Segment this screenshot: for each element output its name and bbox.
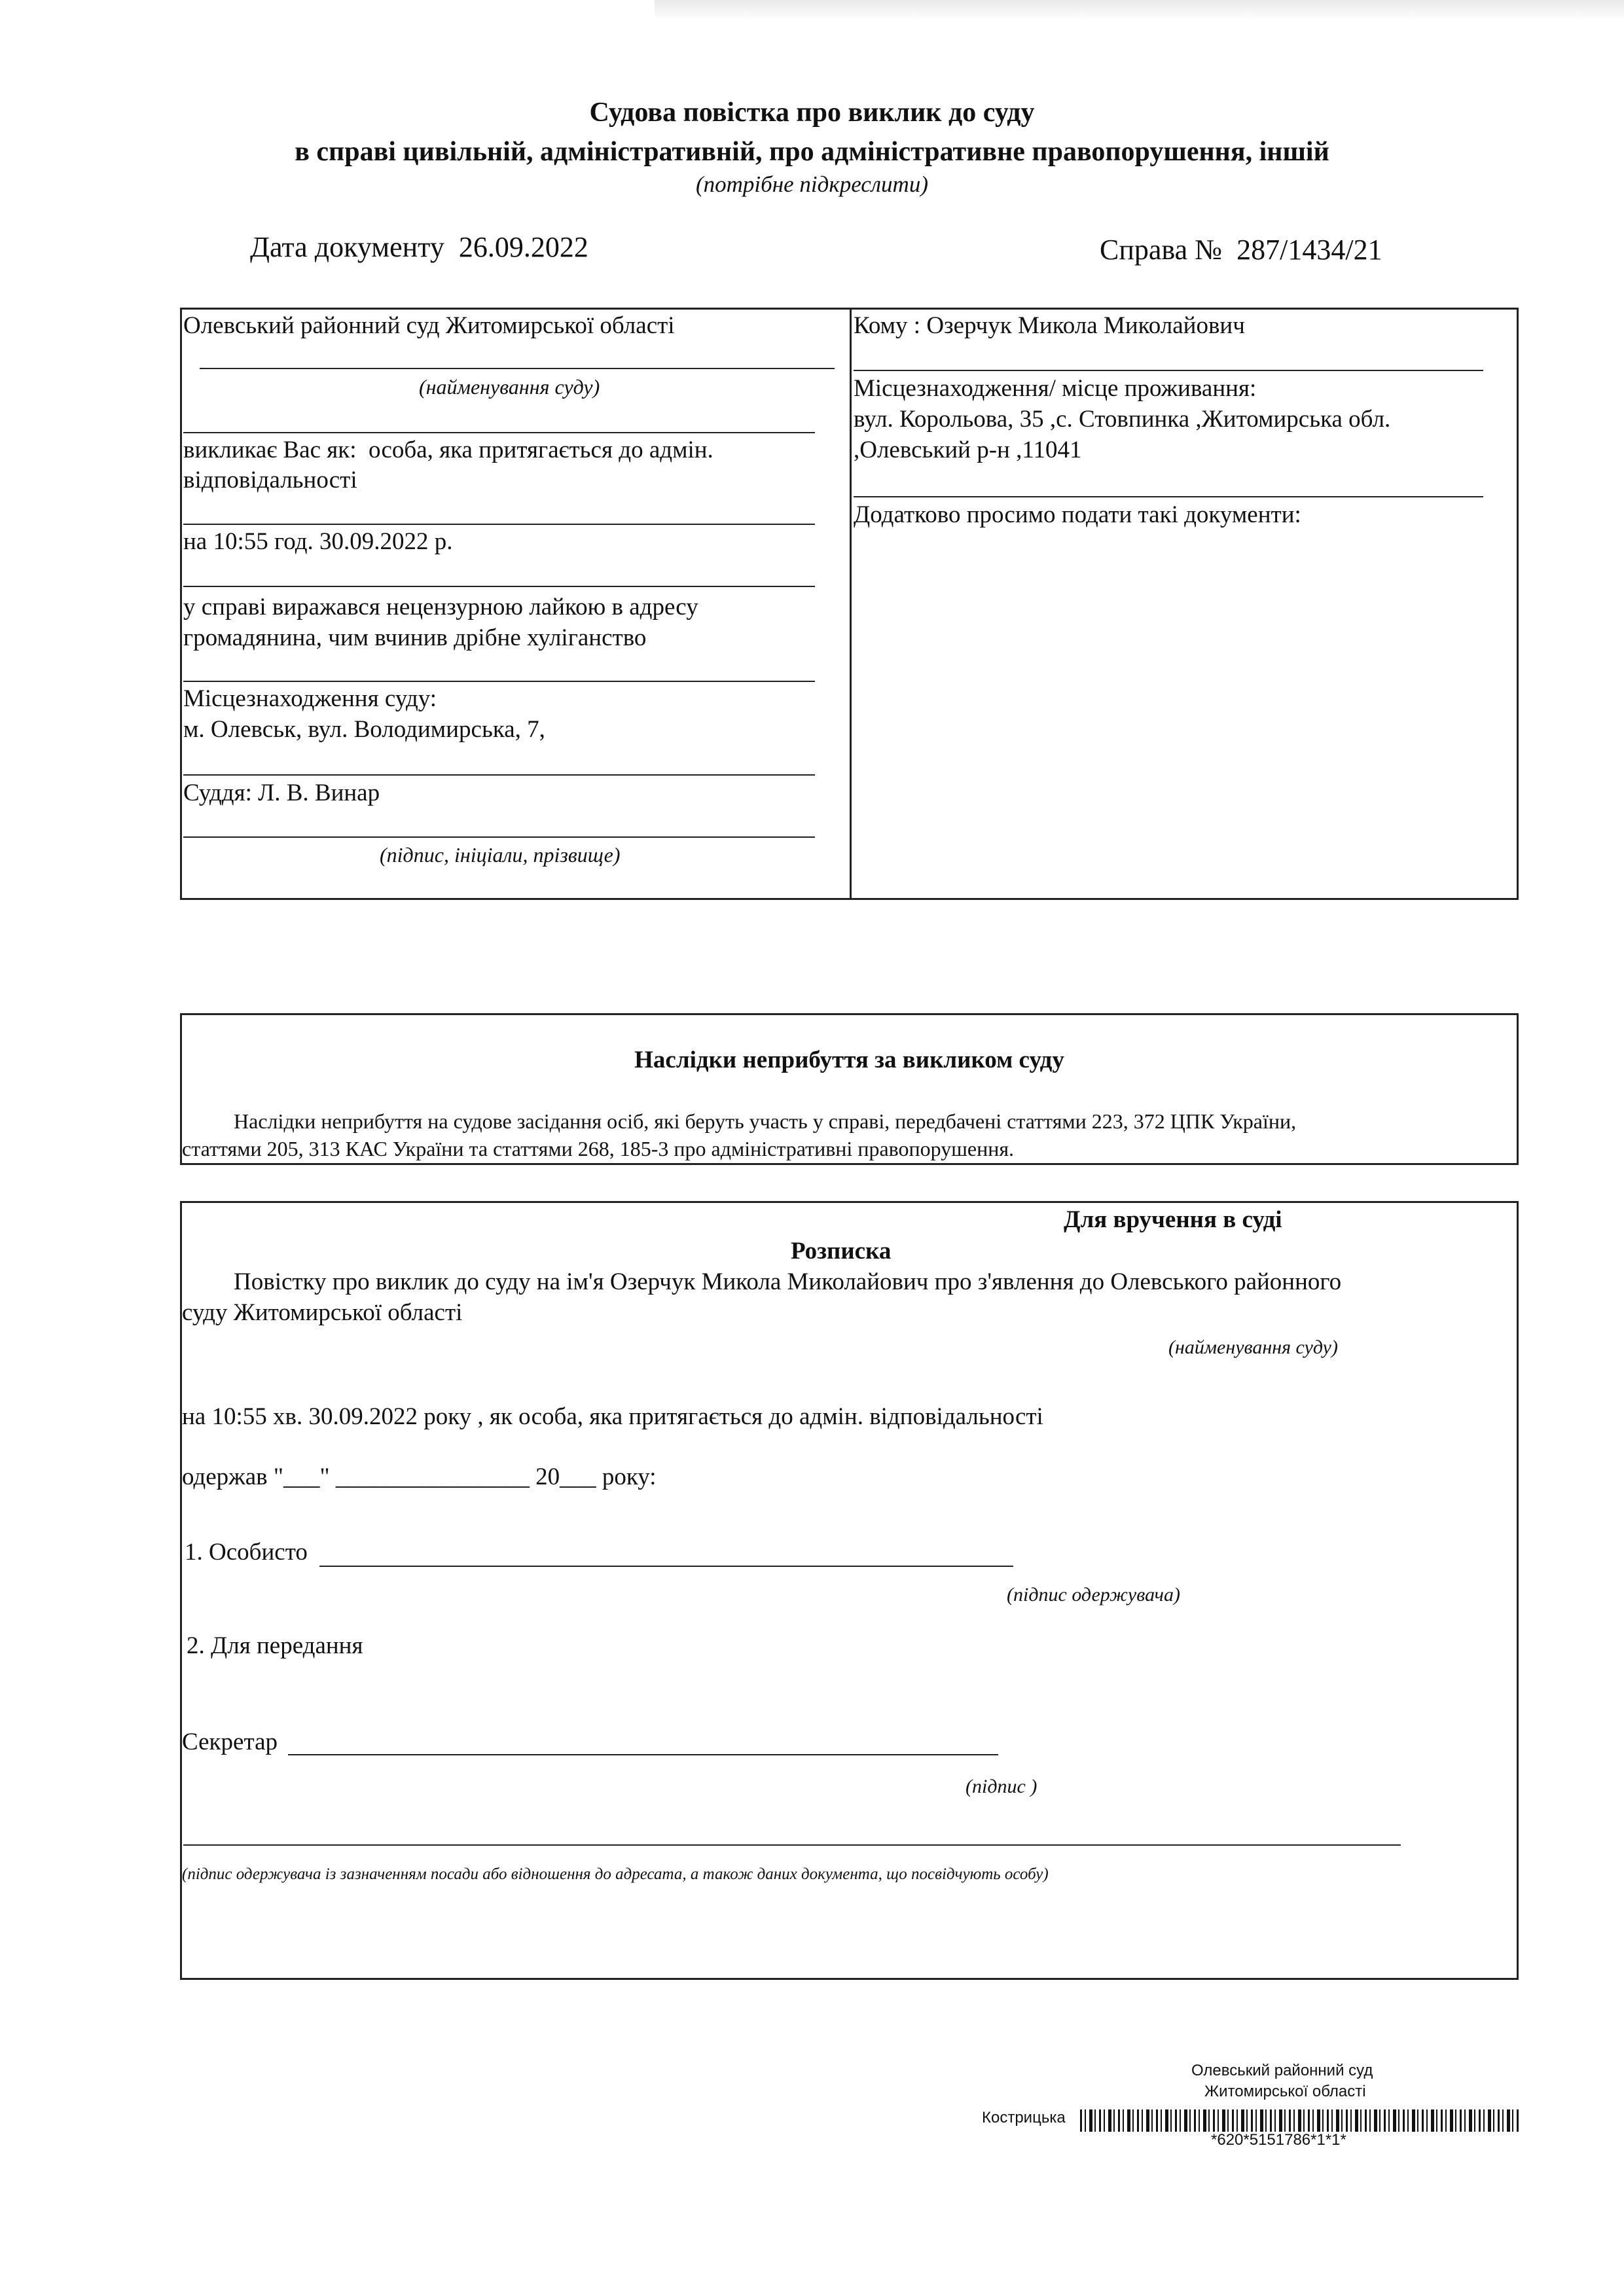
- court-location: м. Олевськ, вул. Володимирська, 7,: [183, 716, 545, 743]
- doc-date-value: 26.09.2022: [458, 231, 588, 263]
- consequences-line1: Наслідки неприбуття на судове засідання осіб, які беруть участь у справі, передбачені статтями 223, 372 ЦПК України,: [234, 1109, 1297, 1133]
- summons-as-value-cont: відповідальності: [183, 467, 357, 493]
- judge-hint: (підпис, ініціали, прізвище): [380, 843, 621, 867]
- personally-label: 1. Особисто: [185, 1539, 308, 1566]
- recipient-location-label: Місцезнаходження/ місце проживання:: [854, 375, 1257, 402]
- for-transfer-label: 2. Для передання: [187, 1632, 363, 1659]
- clerk-name: Кострицька: [982, 2109, 1066, 2126]
- summons-as-value: особа, яка притягається до адмін.: [369, 437, 713, 463]
- received-date: одержав "___" ________________ 20___ року:: [182, 1463, 657, 1490]
- court-name-hint: (найменування суду): [419, 375, 600, 399]
- page-title: Судова повістка про виклик до суду: [589, 98, 1035, 128]
- hearing-time: на 10:55 год. 30.09.2022 р.: [183, 528, 453, 555]
- doc-date-label: Дата документу: [250, 231, 444, 263]
- receipt-hearing-time: на 10:55 хв. 30.09.2022 року , як особа, яка притягається до адмін. відповідальності: [182, 1403, 1043, 1430]
- for-court-delivery: Для вручення в суді: [1064, 1206, 1282, 1233]
- case-number: [1100, 233, 1382, 266]
- recipient: Кому : Озерчук Микола Миколайович: [854, 312, 1245, 339]
- recipient-signature-note: (підпис одержувача із зазначенням посади або відношення до адресата, а також даних документа, що посвідчують особу): [182, 1865, 1049, 1883]
- footer-court-line2: Житомирської області: [1204, 2083, 1366, 2100]
- barcode-text: *620*5151786*1*1*: [1211, 2131, 1346, 2149]
- documents-request: Додатково просимо подати такі документи:: [854, 501, 1301, 528]
- secretary-label: Секретар: [182, 1729, 278, 1755]
- summons-box-divider: [850, 308, 852, 900]
- underline-hint: (потрібне підкреслити): [695, 171, 928, 197]
- court-location-label: Місцезнаходження суду:: [183, 685, 437, 712]
- page-subtitle: в справі цивільній, адміністративній, про адміністративне правопорушення, іншій: [295, 137, 1329, 167]
- consequences-title: Наслідки неприбуття за викликом суду: [634, 1047, 1064, 1073]
- scan-shadow: [655, 0, 1624, 20]
- secretary-sign-hint: (підпис ): [965, 1776, 1038, 1797]
- doc-date: [250, 230, 588, 264]
- case-description-line1: у справі виражався нецензурною лайкою в адресу: [183, 594, 698, 620]
- case-number-value: 287/1434/21: [1236, 234, 1382, 266]
- judge: Суддя: Л. В. Винар: [183, 780, 380, 806]
- court-name: Олевський районний суд Житомирської області: [183, 312, 675, 339]
- recipient-address-line2: ,Олевський р-н ,11041: [854, 437, 1082, 463]
- receipt-court-hint: (найменування суду): [1168, 1336, 1338, 1358]
- receipt-title: Розписка: [791, 1238, 892, 1265]
- receipt-line1: Повістку про виклик до суду на ім'я Озерчук Микола Миколайович про з'явлення до Олевського районного: [234, 1268, 1342, 1295]
- footer-court-line1: Олевський районний суд: [1191, 2062, 1373, 2079]
- summons-as-label: викликає Вас як:: [183, 437, 357, 463]
- recipient-address-line1: вул. Корольова, 35 ,с. Стовпинка ,Житомирська обл.: [854, 406, 1391, 433]
- case-description-line2: громадянина, чим вчинив дрібне хуліганство: [183, 624, 647, 651]
- receipt-line2: суду Житомирської області: [182, 1299, 463, 1326]
- barcode: [1080, 2109, 1519, 2132]
- recipient-sign-hint: (підпис одержувача): [1007, 1584, 1180, 1605]
- consequences-line2: статтями 205, 313 КАС України та статтями 268, 185-3 про адміністративні правопорушення.: [182, 1137, 1015, 1160]
- case-number-label: Справа №: [1100, 234, 1223, 266]
- summons-as: [183, 436, 713, 464]
